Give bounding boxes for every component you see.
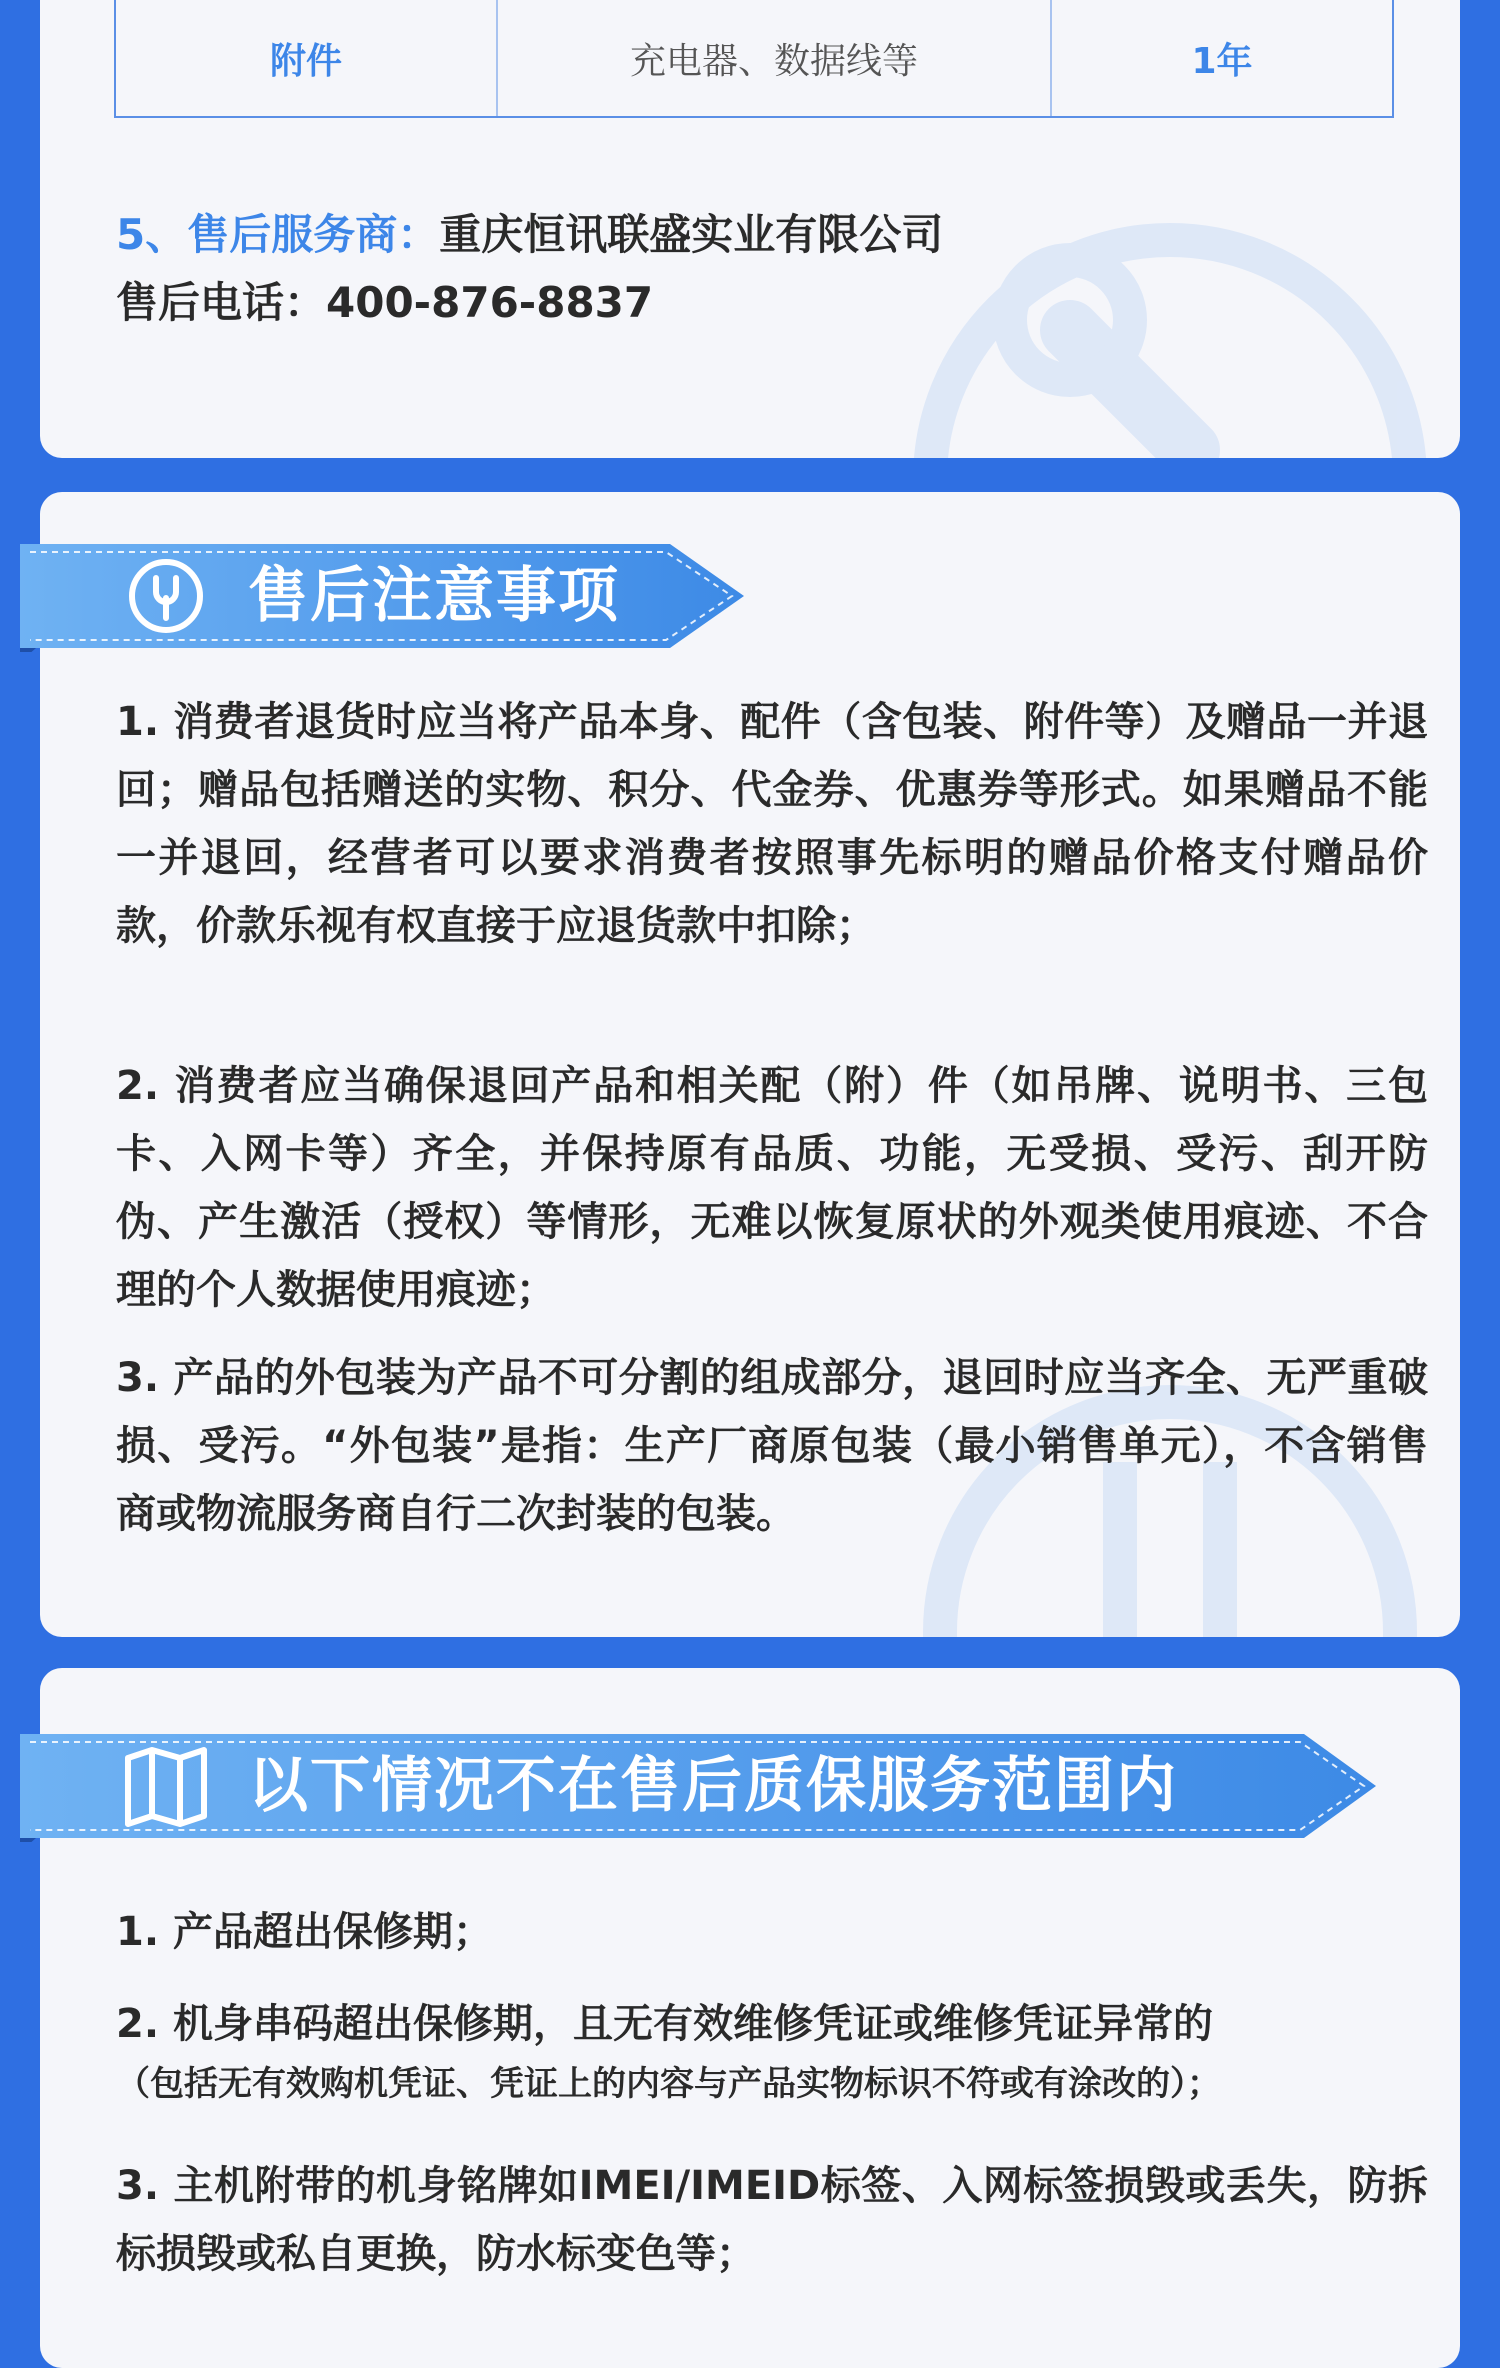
notes-card	[40, 492, 1460, 1637]
wrench-watermark-icon	[900, 180, 1440, 458]
exclusion-item-3: 3. 主机附带的机身铭牌如IMEI/IMEID标签、入网标签损毁或丢失，防拆标损毁或私自更换，防水标变色等；	[116, 2163, 1428, 2277]
table-cell-content: 充电器、数据线等	[498, 0, 1052, 116]
warranty-table-row	[114, 0, 1394, 118]
table-cell-item: 附件	[116, 0, 498, 116]
notes-section-title: 售后注意事项	[248, 561, 620, 631]
exclusion-item-2: 2. 机身串码超出保修期，且无有效维修凭证或维修凭证异常的	[116, 2001, 1213, 2047]
table-cell-period: 1年	[1191, 40, 1253, 82]
service-phone-line	[116, 270, 653, 330]
note-item-1: 1. 消费者退货时应当将产品本身、配件（含包装、附件等）及赠品一并退回；赠品包括赠送的实物、积分、代金券、优惠券等形式。如果赠品不能一并退回，经营者可以要求消费者按照事先标明的赠品价格支付赠品价款，价款乐视有权直接于应退货款中扣除；	[116, 699, 1428, 949]
exclusions-section-header	[20, 1730, 1380, 1842]
wrench-icon	[124, 554, 208, 638]
service-phone-number[interactable]: 400-876-8837	[326, 278, 654, 327]
exclusions-section-title: 以下情况不在售后质保服务范围内	[248, 1751, 1178, 1821]
map-icon	[122, 1744, 210, 1828]
service-provider-name: 重庆恒讯联盛实业有限公司	[439, 210, 944, 259]
notes-section-header	[20, 540, 750, 652]
service-provider-label: 5、售后服务商：	[116, 210, 440, 259]
exclusion-item-2-note: （包括无有效购机凭证、凭证上的内容与产品实物标识不符或有涂改的）；	[116, 2064, 1221, 2104]
note-item-2: 2. 消费者应当确保退回产品和相关配（附）件（如吊牌、说明书、三包卡、入网卡等）齐全，并保持原有品质、功能，无受损、受污、刮开防伪、产生激活（授权）等情形，无难以恢复原状的外观类使用痕迹、不合理的个人数据使用痕迹；	[116, 1063, 1428, 1313]
note-item-3: 3. 产品的外包装为产品不可分割的组成部分，退回时应当齐全、无严重破损、受污。“外包装”是指：生产厂商原包装（最小销售单元），不含销售商或物流服务商自行二次封装的包装。	[116, 1355, 1428, 1537]
service-phone-label: 售后电话：	[116, 278, 327, 327]
service-info-card	[40, 0, 1460, 458]
service-provider-line	[116, 202, 943, 262]
exclusion-item-1: 1. 产品超出保修期；	[116, 1909, 493, 1955]
